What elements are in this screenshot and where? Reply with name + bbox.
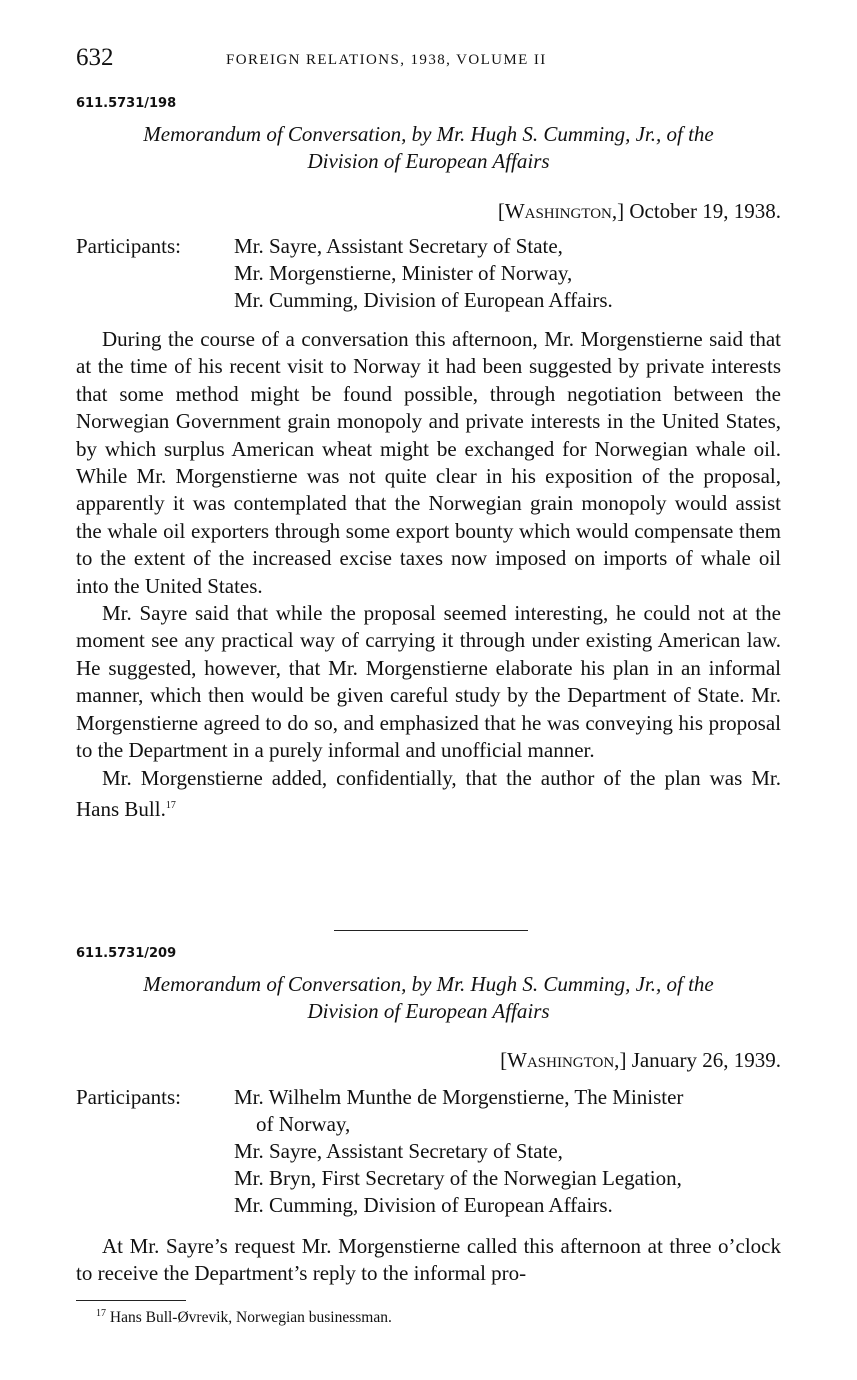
memo-title-line: Division of European Affairs: [307, 149, 550, 173]
place: Washington,: [504, 199, 618, 223]
section-divider: [334, 930, 528, 931]
dateline: [Washington,] January 26, 1939.: [500, 1048, 781, 1072]
footnote-number: 17: [96, 1308, 106, 1319]
participant: Mr. Sayre, Assistant Secretary of State,: [234, 1139, 563, 1163]
paragraph: During the course of a conversation this afternoon, Mr. Morgenstierne said that at the time of his recent visit to Norway it had been suggested by private interests that some method might be found possible, through negotiation between the Norwegian Government grain monopoly and private interests in the United States, by which surplus American wheat might be exchanged for Norwegian whale oil. While Mr. Morgenstierne was not quite clear in his exposition of the proposal, apparently it was contemplated that the Norwegian grain monopoly would assist the whale oil exporters through some export bounty which would compensate them to the extent of the increased excise taxes now imposed on imports of whale oil into the United States.: [76, 327, 781, 598]
memo-title: [76, 971, 781, 1025]
footnote-ref[interactable]: 17: [165, 799, 176, 811]
memo-title-line: Division of European Affairs: [307, 999, 550, 1023]
doc-number: 611.5731/198: [76, 96, 177, 111]
paragraph: [76, 765, 781, 824]
participants-list: [234, 233, 781, 314]
participants-label: Participants:: [76, 1085, 181, 1109]
paragraph: At Mr. Sayre’s request Mr. Morgenstierne called this afternoon at three o’clock to receive the Department’s reply to the informal pro-: [76, 1234, 781, 1286]
participant: Mr. Bryn, First Secretary of the Norwegian Legation,: [234, 1166, 682, 1190]
footnote-text: Hans Bull-Øvrevik, Norwegian businessman.: [109, 1309, 392, 1327]
paragraph-text: Mr. Morgenstierne added, confidentially, that the author of the plan was Mr. Hans Bull.: [76, 765, 781, 821]
memo-body: [76, 326, 781, 823]
running-head: FOREIGN RELATIONS, 1938, VOLUME II: [226, 52, 547, 68]
footnote-rule: [76, 1300, 186, 1301]
paragraph: Mr. Sayre said that while the proposal seemed interesting, he could not at the moment see any practical way of carrying it through under existing American law. He suggested, however, that Mr. Morgenstierne elaborate his plan in an informal manner, which then would be given careful study by the Department of State. Mr. Morgenstierne agreed to do so, and emphasized that he was conveying his proposal to the Department in a purely informal and unofficial manner.: [76, 601, 781, 763]
participant: Mr. Cumming, Division of European Affairs.: [234, 1193, 613, 1217]
place: Washington,: [507, 1048, 620, 1072]
participant: Mr. Morgenstierne, Minister of Norway,: [234, 261, 573, 285]
memo-title-line: Memorandum of Conversation, by Mr. Hugh S. Cumming, Jr., of the: [143, 972, 714, 996]
memo-body: [76, 1233, 781, 1288]
date: January 26, 1939.: [631, 1048, 781, 1072]
date: October 19, 1938.: [629, 199, 781, 223]
participant: Mr. Wilhelm Munthe de Morgenstierne, The Minister: [234, 1085, 684, 1109]
participants-block: [76, 1084, 781, 1219]
doc-number: 611.5731/209: [76, 946, 177, 961]
footnote: [96, 1308, 392, 1327]
dateline: [Washington,] October 19, 1938.: [497, 199, 781, 223]
participants-list: [234, 1084, 781, 1219]
participants-block: [76, 233, 781, 314]
page-number: 632: [76, 44, 114, 71]
memo-title: [76, 121, 781, 175]
participant: Mr. Cumming, Division of European Affairs.: [234, 288, 613, 312]
participant-continuation: of Norway,: [256, 1112, 351, 1136]
memo-title-line: Memorandum of Conversation, by Mr. Hugh S. Cumming, Jr., of the: [143, 122, 714, 146]
participants-label: Participants:: [76, 234, 181, 258]
participant: Mr. Sayre, Assistant Secretary of State,: [234, 234, 563, 258]
page-header: [76, 44, 781, 78]
